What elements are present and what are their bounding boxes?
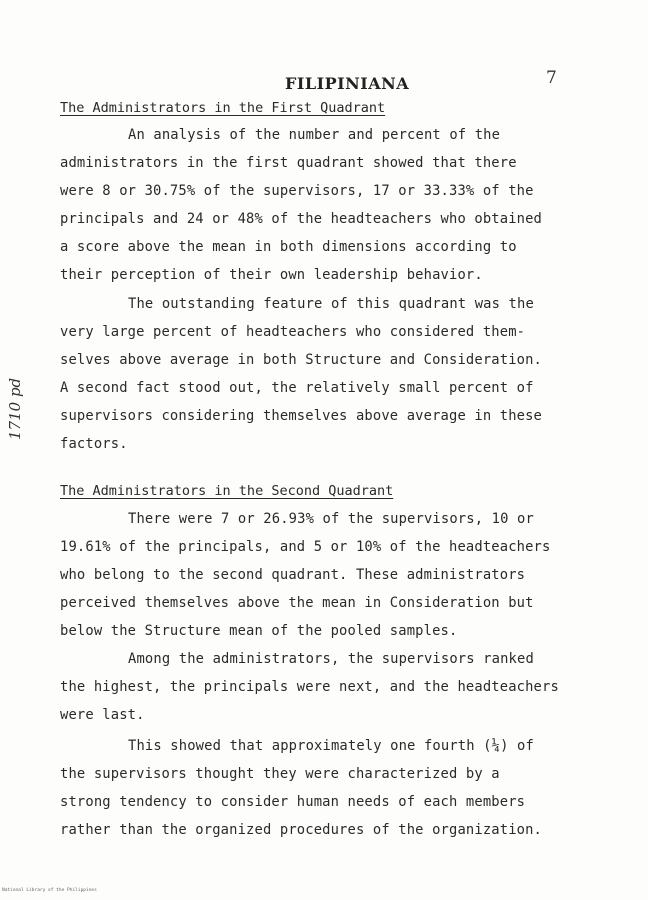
paragraph-line: below the Structure mean of the pooled samples.: [60, 623, 458, 639]
paragraph-line: There were 7 or 26.93% of the supervisors, 10 or: [128, 511, 534, 527]
paragraph-line: the supervisors thought they were characterized by a: [60, 766, 500, 782]
paragraph-line: their perception of their own leadership behavior.: [60, 267, 483, 283]
paragraph-line: a score above the mean in both dimensions according to: [60, 239, 517, 255]
paragraph-line: The outstanding feature of this quadrant was the: [128, 296, 534, 312]
paragraph-line: A second fact stood out, the relatively small percent of: [60, 380, 534, 396]
paragraph-line: strong tendency to consider human needs of each members: [60, 794, 526, 810]
paragraph-line: 19.61% of the principals, and 5 or 10% of the headteachers: [60, 539, 551, 555]
paragraph-line: supervisors considering themselves above average in these: [60, 408, 543, 424]
section-heading-first-quadrant: The Administrators in the First Quadrant: [60, 100, 386, 116]
paragraph-line: were last.: [60, 707, 145, 723]
paragraph-line: administrators in the first quadrant showed that there: [60, 155, 517, 171]
paragraph-line: selves above average in both Structure and Consideration.: [60, 352, 543, 368]
paragraph-line: rather than the organized procedures of the organization.: [60, 822, 543, 838]
library-footer: National Library of the Philippines: [2, 888, 97, 893]
paragraph-line: very large percent of headteachers who considered them-: [60, 324, 526, 340]
paragraph-line: who belong to the second quadrant. These administrators: [60, 567, 526, 583]
paragraph-line: principals and 24 or 48% of the headteachers who obtained: [60, 211, 543, 227]
paragraph-line: were 8 or 30.75% of the supervisors, 17 or 33.33% of the: [60, 183, 534, 199]
handwritten-margin-note: 1710 pd: [6, 377, 24, 440]
paragraph-line: factors.: [60, 436, 128, 452]
paragraph-line: An analysis of the number and percent of the: [128, 127, 501, 143]
paragraph-line: Among the administrators, the supervisors ranked: [128, 651, 534, 667]
section-heading-second-quadrant: The Administrators in the Second Quadrant: [60, 483, 394, 499]
paragraph-line: the highest, the principals were next, and the headteachers: [60, 679, 559, 695]
filipiniana-stamp: FILIPINIANA: [285, 74, 410, 93]
page-number: 7: [546, 68, 557, 88]
paragraph-line: perceived themselves above the mean in Consideration but: [60, 595, 534, 611]
paragraph-line: This showed that approximately one fourth (¼) of: [128, 738, 534, 754]
